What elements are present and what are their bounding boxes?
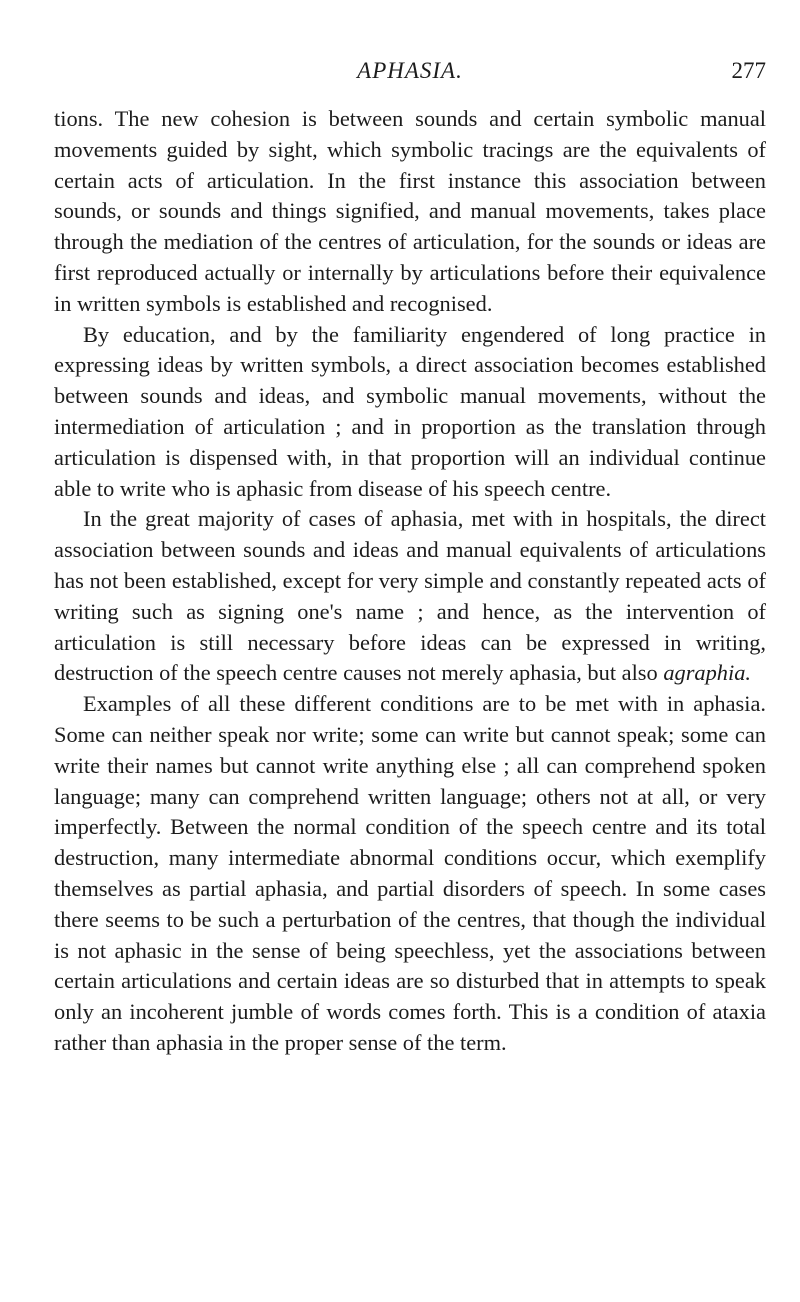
paragraph-3-italic-term: agraphia. [663, 660, 752, 686]
paragraph-1 [54, 104, 766, 320]
paragraph-3-text: In the great majority of cases of aphasia, met with in hospitals, the direct association between sounds and ideas and manual equivalents of articulations has not been established, except for very simple and constantly repeated acts of writing such as signing one's name ; and hence, as the intervention of articulation is still necessary before ideas can be expressed in writing, destruction of the speech centre causes not merely aphasia, but also [54, 506, 766, 686]
paragraph-4 [54, 689, 766, 1059]
paragraph-1-text: tions. The new cohesion is between sounds and certain symbolic manual movements guided by sight, which symbolic tracings are the equivalents of certain acts of articulation. In the first instance this association between sounds, or sounds and things signified, and manual movements, takes place through the mediation of the centres of articulation, for the sounds or ideas are first reproduced actually or internally by articulations before their equivalence in written symbols is established and recognised. [54, 106, 766, 316]
paragraph-4-text: Examples of all these different conditions are to be met with in aphasia. Some can neither speak nor write; some can write but cannot speak; some can write their names but cannot write anything else ; all can comprehend spoken language; many can comprehend written language; others not at all, or very imperfectly. Between the normal condition of the speech centre and its total destruction, many intermediate abnormal conditions occur, which exemplify themselves as partial aphasia, and partial disorders of speech. In some cases there seems to be such a perturbation of the centres, that though the individual is not aphasic in the sense of being speechless, yet the associations between certain articulations and certain ideas are so disturbed that in attempts to speak only an incoherent jumble of words comes forth. This is a condition of ataxia rather than aphasia in the proper sense of the term. [54, 691, 766, 1055]
paragraph-2 [54, 320, 766, 505]
paragraph-3 [54, 504, 766, 689]
page-number: 277 [731, 58, 766, 83]
running-title: APHASIA. [357, 58, 463, 83]
running-head [54, 56, 766, 86]
paragraph-2-text: By education, and by the familiarity engendered of long practice in expressing ideas by written symbols, a direct association becomes established between sounds and ideas, and symbolic manual movements, without the intermediation of articulation ; and in proportion as the translation through articulation is dispensed with, in that proportion will an individual continue able to write who is aphasic from disease of his speech centre. [54, 321, 766, 501]
body-text [54, 104, 766, 1059]
